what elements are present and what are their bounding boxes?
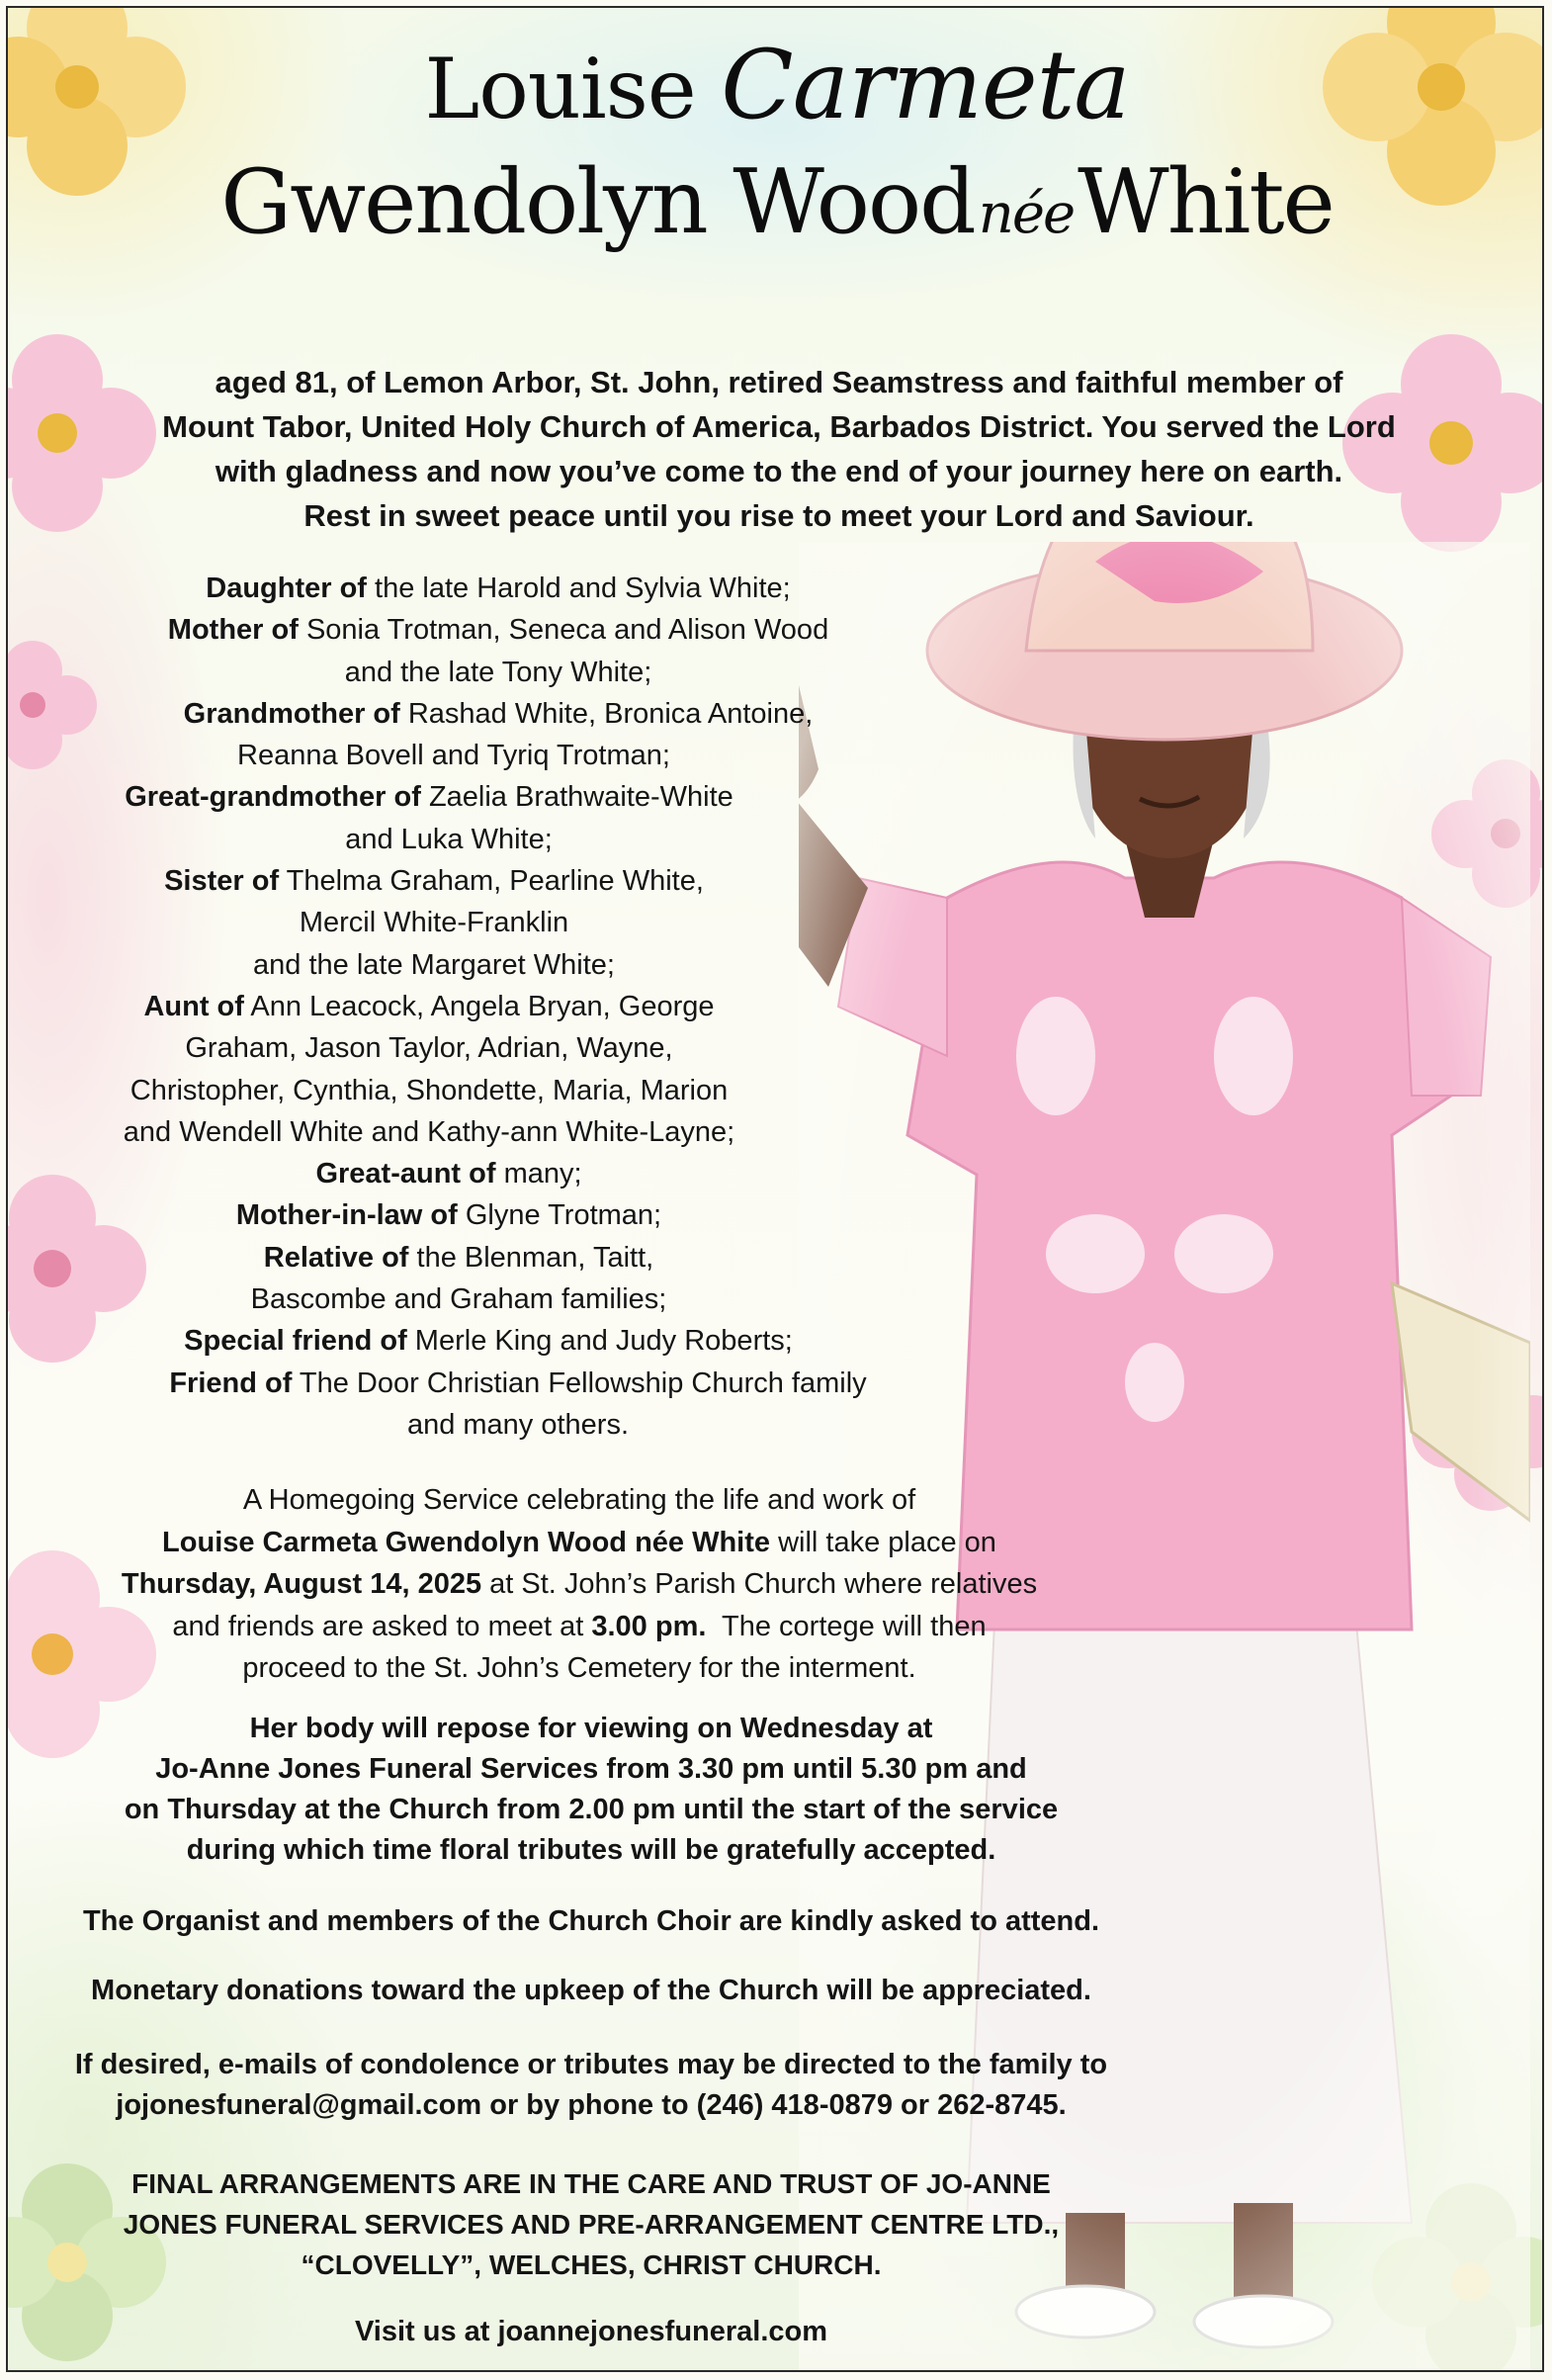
relation-label: Aunt of [143, 990, 244, 1022]
relation-label: Special friend of [184, 1325, 407, 1358]
relation-label: Great-grandmother of [125, 781, 421, 814]
relation-label: Great-aunt of [315, 1158, 496, 1190]
family-line [6, 776, 902, 818]
family-line [6, 1153, 902, 1194]
viewing-paragraph [67, 1709, 1115, 1871]
title-first-name: Louise [424, 41, 696, 137]
relation-names: Zaelia Brathwaite-White [420, 781, 733, 814]
service-line [95, 1522, 1064, 1564]
service-text: The cortege will then [706, 1610, 987, 1642]
condolence-contact [67, 2045, 1115, 2126]
relation-names: Graham, Jason Taylor, Adrian, Wayne, [185, 1032, 673, 1065]
service-text: and friends are asked to meet at [172, 1610, 592, 1642]
service-line: proceed to the St. John’s Cemetery for the interment. [242, 1652, 916, 1684]
intro-paragraph [127, 360, 1431, 538]
service-line [95, 1563, 1064, 1606]
family-line [6, 944, 902, 986]
title-middle-name: Carmeta [721, 30, 1130, 140]
intro-line: Rest in sweet peace until you rise to meet your Lord and Saviour. [303, 498, 1254, 533]
service-line: A Homegoing Service celebrating the life and work of [242, 1484, 916, 1516]
family-line [16, 1237, 902, 1278]
relation-label: Sister of [164, 865, 280, 898]
relation-names: Christopher, Cynthia, Shondette, Maria, Marion [129, 1074, 729, 1106]
arrangements-line: “CLOVELLY”, WELCHES, CHRIST CHURCH. [301, 2249, 882, 2280]
viewing-line: Jo-Anne Jones Funeral Services from 3.30 pm until 5.30 pm and [155, 1753, 1027, 1785]
homegoing-service-paragraph [95, 1479, 1064, 1690]
family-line [6, 735, 902, 776]
arrangements-line: JONES FUNERAL SERVICES AND PRE-ARRANGEMENT CENTRE LTD., [123, 2209, 1060, 2240]
family-line [6, 902, 902, 943]
relation-label: Friend of [169, 1366, 293, 1399]
family-line [6, 1111, 902, 1153]
service-date: Thursday, August 14, 2025 [121, 1568, 482, 1600]
family-relations-list [95, 568, 902, 1446]
relation-names: and many others. [406, 1408, 630, 1441]
arrangements-line: FINAL ARRANGEMENTS ARE IN THE CARE AND TRUST OF JO-ANNE [131, 2168, 1051, 2199]
family-line [6, 986, 902, 1027]
relation-label: Mother-in-law of [235, 1199, 458, 1232]
title-surname: Wood [733, 150, 975, 254]
family-line [95, 652, 902, 693]
intro-line: aged 81, of Lemon Arbor, St. John, retired Seamstress and faithful member of [215, 365, 1343, 399]
viewing-line: during which time floral tributes will be gratefully accepted. [186, 1834, 996, 1866]
relation-names: Reanna Bovell and Tyriq Trotman; [237, 740, 670, 772]
deceased-name-title [8, 30, 1544, 254]
service-line [95, 1606, 1064, 1648]
relation-label: Daughter of [206, 573, 367, 604]
family-line [6, 819, 902, 860]
organist-note: The Organist and members of the Church Choir are kindly asked to attend. [82, 1905, 1100, 1937]
family-line [16, 1278, 902, 1320]
relation-names: many; [495, 1158, 582, 1190]
service-deceased-name: Louise Carmeta Gwendolyn Wood née White [162, 1526, 771, 1558]
family-line [6, 860, 902, 902]
family-line [95, 609, 902, 651]
relation-names: Ann Leacock, Angela Bryan, George [243, 990, 715, 1022]
relation-names: the late Harold and Sylvia White; [366, 573, 791, 604]
obituary-card [6, 6, 1544, 2372]
family-line [134, 1404, 902, 1446]
contact-line: If desired, e-mails of condolence or tributes may be directed to the family to [74, 2049, 1108, 2080]
relation-names: and the late Margaret White; [253, 948, 615, 981]
relation-names: Mercil White-Franklin [299, 907, 569, 939]
family-line [75, 1320, 902, 1362]
title-second-name: Gwendolyn [220, 150, 707, 254]
contact-line: jojonesfuneral@gmail.com or by phone to (246) 418-0879 or 262-8745. [116, 2089, 1067, 2121]
relation-names: and the late Tony White; [344, 656, 652, 688]
service-time: 3.00 pm. [591, 1610, 707, 1642]
viewing-line: on Thursday at the Church from 2.00 pm until the start of the service [124, 1794, 1059, 1825]
relation-names: Sonia Trotman, Seneca and Alison Wood [298, 614, 829, 647]
relation-label: Relative of [263, 1241, 409, 1274]
website-link[interactable]: Visit us at joannejonesfuneral.com [354, 2316, 828, 2347]
title-nee: née [978, 182, 1075, 246]
viewing-line: Her body will repose for viewing on Wednesday at [249, 1713, 933, 1744]
relation-names: The Door Christian Fellowship Church family [292, 1366, 867, 1399]
relation-names: Rashad White, Bronica Antoine, [399, 697, 814, 730]
relation-names: and Luka White; [345, 823, 553, 855]
family-line [95, 693, 902, 735]
family-line [95, 568, 902, 609]
intro-line: Mount Tabor, United Holy Church of America, Barbados District. You served the Lord [162, 409, 1396, 444]
family-line [6, 1070, 902, 1111]
donations-note: Monetary donations toward the upkeep of the Church will be appreciated. [91, 1975, 1091, 2006]
relation-label: Grandmother of [183, 697, 400, 730]
relation-names: Bascombe and Graham families; [250, 1283, 667, 1316]
family-line [134, 1363, 902, 1404]
family-line [6, 1027, 902, 1069]
family-line [6, 1194, 902, 1236]
service-text: at St. John’s Parish Church where relatives [481, 1568, 1038, 1600]
relation-label: Mother of [167, 614, 299, 647]
relation-names: and Wendell White and Kathy-ann White-Layne; [123, 1115, 735, 1148]
intro-line: with gladness and now you’ve come to the end of your journey here on earth. [215, 454, 1343, 488]
title-maiden-name: White [1078, 150, 1334, 254]
service-text: will take place on [770, 1526, 996, 1558]
relation-names: the Blenman, Taitt, [408, 1241, 654, 1274]
relation-names: Merle King and Judy Roberts; [406, 1325, 793, 1358]
relation-names: Thelma Graham, Pearline White, [279, 865, 704, 898]
relation-names: Glyne Trotman; [457, 1199, 662, 1232]
final-arrangements [67, 2163, 1115, 2285]
